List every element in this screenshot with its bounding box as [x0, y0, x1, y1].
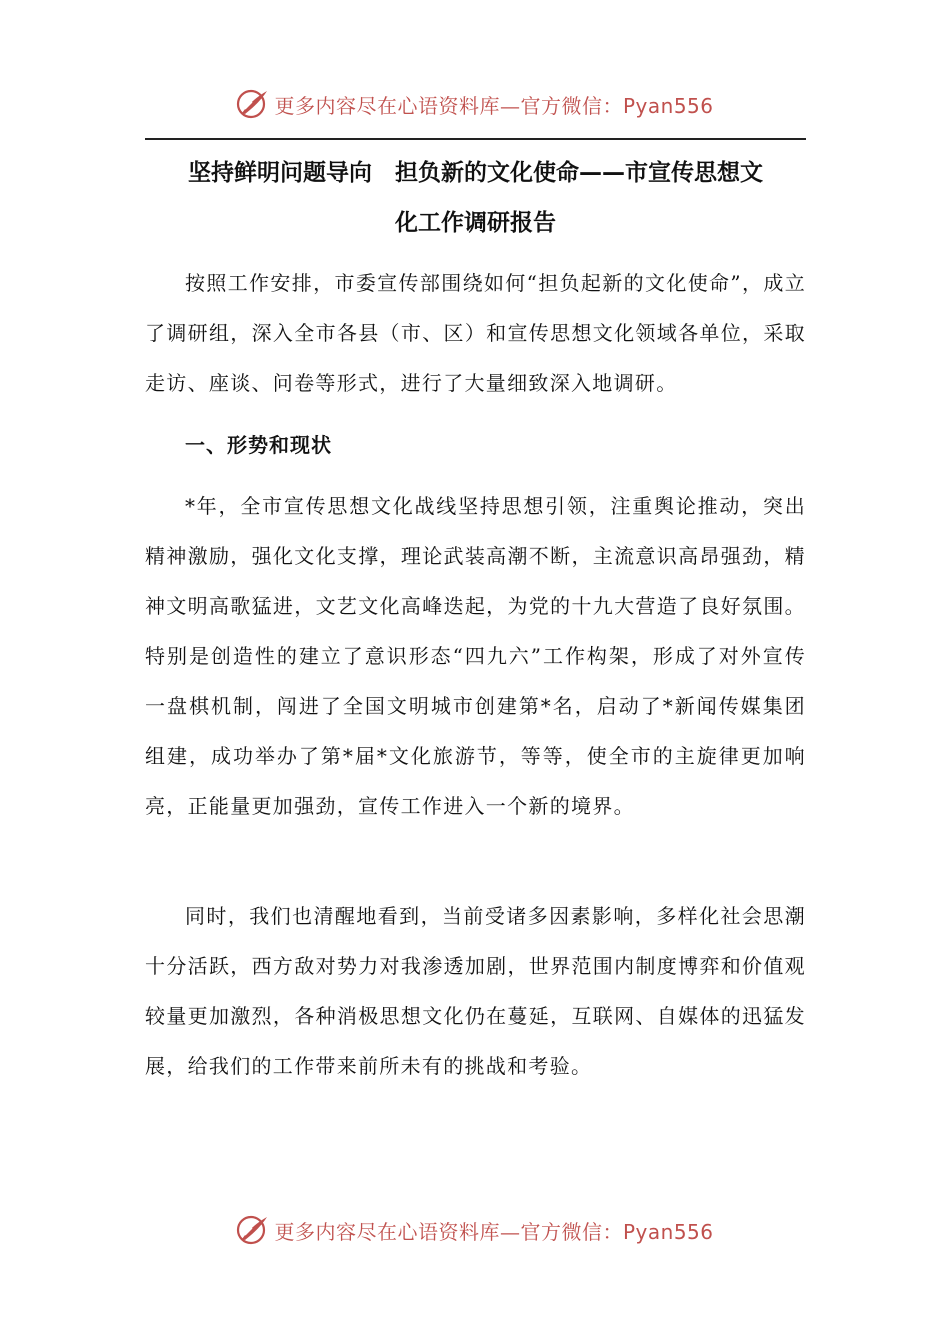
header-divider	[145, 138, 806, 140]
section-paragraph-1: *年，全市宣传思想文化战线坚持思想引领，注重舆论推动，突出精神激励，强化文化支撑，理论武装高潮不断，主流意识高昂强劲，精神文明高歌猛进，文艺文化高峰迭起，为党的十九大营造了良好氛围。特别是创造性的建立了意识形态“四九六”工作构架，形成了对外宣传一盘棋机制，闯进了全国文明城市创建第*名，启动了*新闻传媒集团组建，成功举办了第*届*文化旅游节，等等，使全市的主旋律更加响亮，正能量更加强劲，宣传工作进入一个新的境界。	[145, 494, 806, 818]
footer-watermark	[0, 1208, 950, 1252]
section-heading: 一、形势和现状	[185, 433, 332, 457]
header-watermark	[0, 82, 950, 126]
document-title	[145, 148, 806, 248]
watermark-text: 更多内容尽在心语资料库—官方微信：Pyan556	[274, 93, 714, 118]
quill-logo-icon	[236, 1213, 270, 1247]
title-line-2: 化工作调研报告	[395, 210, 556, 236]
title-line-1: 坚持鲜明问题导向 担负新的文化使命——市宣传思想文	[188, 160, 763, 186]
section-paragraph-2: 同时，我们也清醒地看到，当前受诸多因素影响，多样化社会思潮十分活跃，西方敌对势力对我渗透加剧，世界范围内制度博弈和价值观较量更加激烈，各种消极思想文化仍在蔓延，互联网、自媒体的迅猛发展，给我们的工作带来前所未有的挑战和考验。	[145, 904, 806, 1078]
quill-logo-icon	[236, 87, 270, 121]
intro-paragraph: 按照工作安排，市委宣传部围绕如何“担负起新的文化使命”，成立了调研组，深入全市各县（市、区）和宣传思想文化领域各单位，采取走访、座谈、问卷等形式，进行了大量细致深入地调研。	[145, 271, 806, 395]
watermark-text: 更多内容尽在心语资料库—官方微信：Pyan556	[274, 1219, 714, 1244]
